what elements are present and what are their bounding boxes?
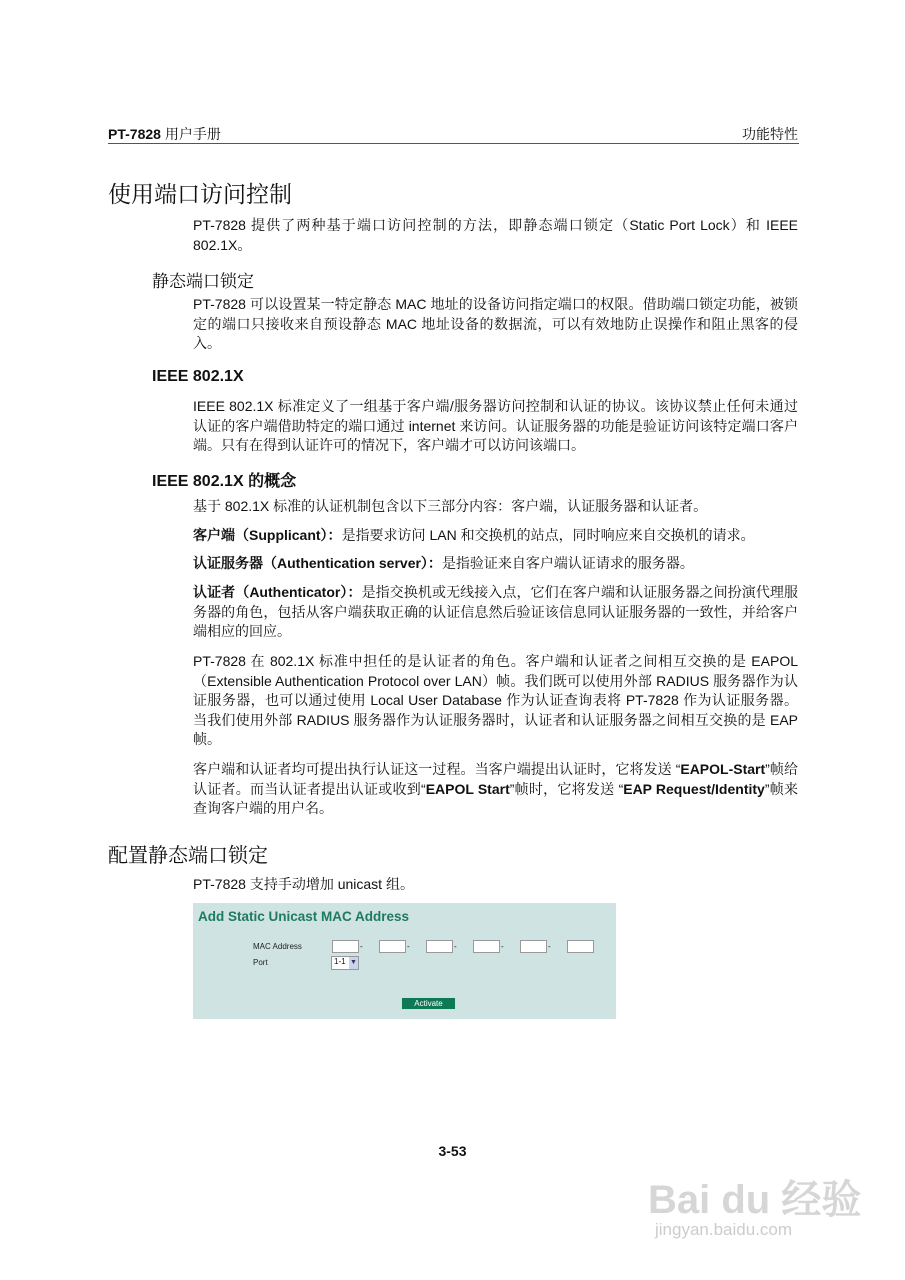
- para-config: PT-7828 支持手动增加 unicast 组。: [193, 876, 414, 892]
- heading-static-lock: 静态端口锁定: [152, 272, 254, 291]
- desc-supplicant: 是指要求访问 LAN 和交换机的站点，同时响应来自交换机的请求。: [341, 527, 755, 543]
- para-process: [193, 760, 798, 819]
- port-select[interactable]: [331, 956, 359, 970]
- header-right: 功能特性: [742, 126, 798, 142]
- para-role: PT-7828 在 802.1X 标准中担任的是认证者的角色。客户端和认证者之间相互交换的是 EAPOL（Extensible Authentication Protocol over LAN）帧。我们既可以使用外部 RADIUS 服务器作为认证服务器，也可以通过使用 Local User Database 作为认证查询表将 PT-7828 作为认证服务器。当我们使用外部 RADIUS 服务器作为认证服务器时，认证者和认证服务器之间相互交换的是 EAP 帧。: [193, 653, 798, 747]
- term-eap-request: EAP Request/Identity: [623, 780, 765, 797]
- mac-address-label: MAC Address: [253, 942, 302, 951]
- mac-octet-3-input[interactable]: [426, 940, 453, 953]
- heading-ieee: IEEE 802.1X: [152, 368, 244, 385]
- para-intro: PT-7828 提供了两种基于端口访问控制的方法，即静态端口锁定（Static Port Lock）和 IEEE 802.1X。: [193, 217, 798, 253]
- term-eapol-start-2: EAPOL Start: [425, 780, 510, 797]
- term-authenticator: 认证者（Authenticator）：: [193, 584, 362, 600]
- watermark-url: jingyan.baidu.com: [655, 1220, 793, 1239]
- text: ”帧给认证者。而当认证者提出认证或收到“: [193, 761, 798, 797]
- term-supplicant: 客户端（Supplicant）：: [193, 527, 342, 543]
- heading-config: 配置静态端口锁定: [108, 845, 268, 867]
- term-server: 认证服务器（Authentication server）：: [193, 555, 442, 571]
- activate-button[interactable]: Activate: [401, 997, 456, 1010]
- desc-authenticator: 是指交换机或无线接入点，它们在客户端和认证服务器之间扮演代理服务器的角色，包括从客户端获取正确的认证信息然后验证该信息同认证服务器的一致性，并给客户端相应的回应。: [193, 584, 799, 639]
- panel-title: Add Static Unicast MAC Address: [198, 909, 410, 924]
- heading-port-access: 使用端口访问控制: [108, 181, 292, 207]
- heading-concept: IEEE 802.1X 的概念: [152, 473, 297, 490]
- add-static-mac-panel: [193, 903, 616, 1019]
- header-rule: [108, 143, 799, 144]
- chevron-down-icon: ▼: [349, 957, 358, 969]
- manual-label: 用户手册: [164, 126, 221, 142]
- mac-separator: -: [407, 942, 410, 951]
- header-left: [108, 124, 221, 144]
- para-static: PT-7828 可以设置某一特定静态 MAC 地址的设备访问指定端口的权限。借助端口锁定功能，被锁定的端口只接收来自预设静态 MAC 地址设备的数据流，可以有效地防止误操作和阻止黑客的侵入。: [193, 296, 798, 351]
- para-ieee: IEEE 802.1X 标准定义了一组基于客户端/服务器访问控制和认证的协议。该协议禁止任何未通过认证的客户端借助特定的端口通过 internet 来访问。认证服务器的功能是验证访问该特定端口客户端。只有在得到认证许可的情况下，客户端才可以访问该端口。: [193, 398, 798, 453]
- mac-separator: -: [454, 942, 457, 951]
- product-name: PT-7828: [108, 126, 161, 142]
- text: 客户端和认证者均可提出执行认证这一过程。当客户端提出认证时，它将发送 “: [193, 761, 681, 777]
- para-authenticator: [193, 583, 798, 642]
- mac-octet-2-input[interactable]: [379, 940, 406, 953]
- mac-separator: -: [548, 942, 551, 951]
- mac-separator: -: [360, 942, 363, 951]
- text: ”帧来查询客户端的用户名。: [193, 780, 798, 816]
- mac-octet-5-input[interactable]: [520, 940, 547, 953]
- page-number: 3-53: [438, 1143, 467, 1159]
- term-eapol-start: EAPOL-Start: [680, 761, 766, 777]
- para-server: [193, 554, 798, 574]
- desc-server: 是指验证来自客户端认证请求的服务器。: [441, 555, 694, 571]
- port-label: Port: [253, 958, 268, 967]
- baidu-watermark-logo: Bai du 经验: [648, 1178, 862, 1222]
- mac-octet-4-input[interactable]: [473, 940, 500, 953]
- text: ”帧时，它将发送 “: [509, 780, 624, 797]
- para-supplicant: [193, 526, 798, 546]
- mac-octet-1-input[interactable]: [332, 940, 359, 953]
- mac-separator: -: [501, 942, 504, 951]
- mac-octet-6-input[interactable]: [567, 940, 594, 953]
- para-concept: 基于 802.1X 标准的认证机制包含以下三部分内容：客户端，认证服务器和认证者。: [193, 498, 708, 514]
- port-value: 1-1: [334, 957, 346, 966]
